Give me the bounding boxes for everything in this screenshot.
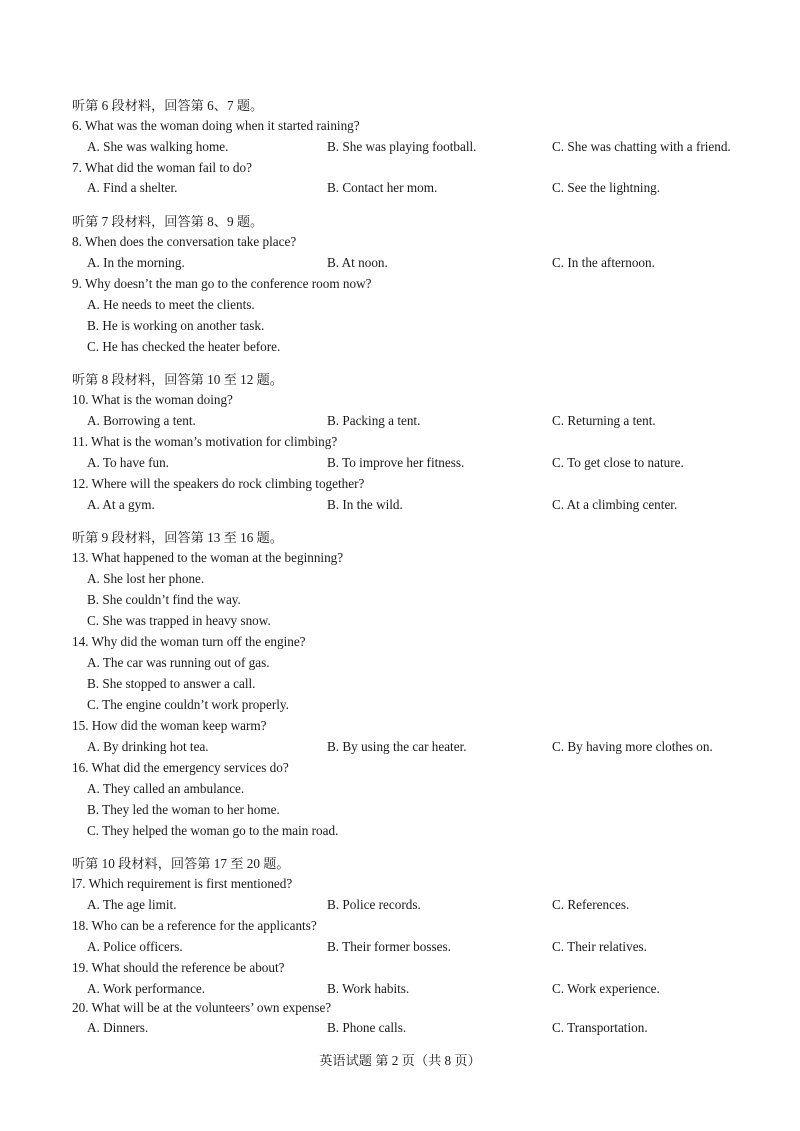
option-c: C. References.	[552, 897, 630, 912]
question	[0, 274, 800, 294]
option-c: C. He has checked the heater before.	[87, 339, 281, 354]
option-row	[0, 453, 800, 473]
section-header-text: 听第 7 段材料，回答第 8、9 题。	[72, 214, 264, 229]
option-c: C. By having more clothes on.	[552, 739, 713, 754]
option-row	[0, 590, 800, 610]
option-a: A. Police officers.	[87, 939, 183, 954]
question-text: 12. Where will the speakers do rock climbing together?	[72, 476, 365, 491]
question-text: 6. What was the woman doing when it started raining?	[72, 118, 360, 133]
question-text: 9. Why doesn’t the man go to the conference room now?	[72, 276, 372, 291]
option-a: A. In the morning.	[87, 255, 185, 270]
option-c: C. Transportation.	[552, 1020, 648, 1035]
option-row	[0, 253, 800, 273]
section-header-text: 听第 6 段材料，回答第 6、7 题。	[72, 98, 264, 113]
option-b: B. Work habits.	[327, 981, 410, 996]
question	[0, 716, 800, 736]
section-header-text: 听第 10 段材料，回答第 17 至 20 题。	[72, 856, 290, 871]
option-a: A. Work performance.	[87, 981, 206, 996]
option-row	[0, 653, 800, 673]
question	[0, 432, 800, 452]
option-b: B. She couldn’t find the way.	[87, 592, 241, 607]
question-text: 19. What should the reference be about?	[72, 960, 285, 975]
option-b: B. Police records.	[327, 897, 421, 912]
option-row	[0, 569, 800, 589]
option-b: B. Their former bosses.	[327, 939, 451, 954]
question	[0, 916, 800, 936]
question	[0, 390, 800, 410]
option-c: C. Returning a tent.	[552, 413, 656, 428]
option-row	[0, 178, 800, 198]
question-text: 8. When does the conversation take place?	[72, 234, 297, 249]
option-row	[0, 316, 800, 336]
question-text: 16. What did the emergency services do?	[72, 760, 289, 775]
option-row	[0, 1018, 800, 1038]
option-a: A. Find a shelter.	[87, 180, 178, 195]
option-c: C. Work experience.	[552, 981, 660, 996]
section-header	[0, 528, 800, 548]
option-c: C. She was trapped in heavy snow.	[87, 613, 271, 628]
option-c: C. Their relatives.	[552, 939, 647, 954]
option-a: A. Borrowing a tent.	[87, 413, 196, 428]
question-text: 15. How did the woman keep warm?	[72, 718, 267, 733]
option-a: A. By drinking hot tea.	[87, 739, 209, 754]
option-row	[0, 137, 800, 157]
option-c: C. She was chatting with a friend.	[552, 139, 731, 154]
option-b: B. They led the woman to her home.	[87, 802, 280, 817]
section-header-text: 听第 8 段材料，回答第 10 至 12 题。	[72, 372, 283, 387]
option-row	[0, 337, 800, 357]
option-a: A. Dinners.	[87, 1020, 149, 1035]
question-text: 13. What happened to the woman at the beginning?	[72, 550, 344, 565]
section-header	[0, 212, 800, 232]
option-a: A. He needs to meet the clients.	[87, 297, 255, 312]
page-footer: 英语试题 第 2 页（共 8 页）	[319, 1053, 481, 1068]
option-b: B. Phone calls.	[327, 1020, 407, 1035]
question	[0, 116, 800, 136]
section-header-text: 听第 9 段材料，回答第 13 至 16 题。	[72, 530, 283, 545]
option-row	[0, 979, 800, 999]
option-a: A. At a gym.	[87, 497, 155, 512]
option-b: B. To improve her fitness.	[327, 455, 465, 470]
question	[0, 958, 800, 978]
question	[0, 548, 800, 568]
option-b: B. By using the car heater.	[327, 739, 467, 754]
option-c: C. In the afternoon.	[552, 255, 655, 270]
question-text: 11. What is the woman’s motivation for climbing?	[72, 434, 338, 449]
option-row	[0, 495, 800, 515]
option-row	[0, 295, 800, 315]
question-text: 10. What is the woman doing?	[72, 392, 233, 407]
option-c: C. At a climbing center.	[552, 497, 678, 512]
option-row	[0, 737, 800, 757]
option-b: B. He is working on another task.	[87, 318, 265, 333]
option-b: B. In the wild.	[327, 497, 403, 512]
option-a: A. The car was running out of gas.	[87, 655, 270, 670]
option-row	[0, 779, 800, 799]
option-b: B. Contact her mom.	[327, 180, 438, 195]
question	[0, 474, 800, 494]
option-row	[0, 937, 800, 957]
question	[0, 232, 800, 252]
option-b: B. Packing a tent.	[327, 413, 421, 428]
question	[0, 758, 800, 778]
option-row	[0, 611, 800, 631]
question-text: 14. Why did the woman turn off the engine?	[72, 634, 306, 649]
section-header	[0, 854, 800, 874]
question	[0, 874, 800, 894]
option-b: B. She was playing football.	[327, 139, 477, 154]
section-header	[0, 370, 800, 390]
question	[0, 158, 800, 178]
option-c: C. See the lightning.	[552, 180, 661, 195]
question-text: l7. Which requirement is first mentioned?	[72, 876, 293, 891]
option-row	[0, 800, 800, 820]
option-b: B. At noon.	[327, 255, 388, 270]
option-a: A. She was walking home.	[87, 139, 229, 154]
option-row	[0, 674, 800, 694]
option-a: A. The age limit.	[87, 897, 177, 912]
option-row	[0, 821, 800, 841]
question-text: 20. What will be at the volunteers’ own expense?	[72, 1000, 332, 1015]
option-c: C. The engine couldn’t work properly.	[87, 697, 289, 712]
option-c: C. To get close to nature.	[552, 455, 684, 470]
question-text: 18. Who can be a reference for the applicants?	[72, 918, 317, 933]
option-c: C. They helped the woman go to the main road.	[87, 823, 339, 838]
option-a: A. They called an ambulance.	[87, 781, 245, 796]
option-row	[0, 895, 800, 915]
option-b: B. She stopped to answer a call.	[87, 676, 256, 691]
option-a: A. She lost her phone.	[87, 571, 205, 586]
question	[0, 998, 800, 1018]
option-a: A. To have fun.	[87, 455, 169, 470]
question-text: 7. What did the woman fail to do?	[72, 160, 252, 175]
option-row	[0, 695, 800, 715]
section-header	[0, 96, 800, 116]
option-row	[0, 411, 800, 431]
question	[0, 632, 800, 652]
